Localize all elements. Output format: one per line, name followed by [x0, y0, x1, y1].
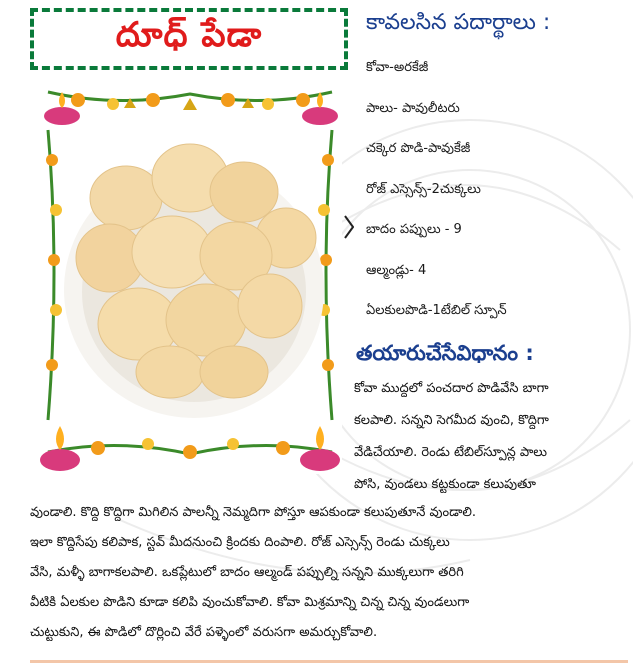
- decorative-marker-icon: [344, 214, 354, 240]
- ingredient-item: చక్కెర పొడి-పావుకేజీ: [366, 141, 471, 156]
- ingredient-item: ఏలకులపొడి-1టేబిల్ స్పూన్: [366, 303, 507, 318]
- ingredient-item: పాలు- పావులీటరు: [366, 100, 460, 116]
- recipe-title-box: [30, 8, 348, 70]
- method-line: చుట్టుకుని, ఈ పొడిలో దొర్లించి వేరే పళ్ళెంలో వరుసగా అమర్చుకోవాలి.: [30, 625, 378, 640]
- method-line: వుండాలి. కొద్ది కొద్దిగా మిగిలిన పాలన్నీ నెమ్మదిగా పోస్తూ ఆపకుండా కలుపుతూనే వుండాలి.: [30, 505, 476, 520]
- ingredient-item: బాదం పప్పులు - 9: [366, 222, 462, 237]
- recipe-title: దూధ్ పేడా: [115, 15, 263, 55]
- method-line: కలపాలి. సన్నని సెగమీద వుంచి, కొద్దిగా: [354, 413, 549, 428]
- method-line: వేసి, మళ్ళీ బాగాకలపాలి. ఒకప్లేటులో బాదం ఆల్మండ్ పప్పుల్ని సన్నని ముక్కలుగా తరిగి: [30, 565, 464, 580]
- method-line: వేడిచేయాలి. రెండు టేబిల్‌స్పూన్ల పాలు: [354, 445, 547, 460]
- ingredients-list: [366, 60, 628, 344]
- method-line: పోసి, వుండలు కట్టకుండా కలుపుతూ: [354, 477, 536, 492]
- method-heading: తయారుచేసేవిధానం :: [356, 341, 534, 365]
- peda-photo: [38, 80, 342, 474]
- ingredient-item: ఆల్మండ్లు- 4: [366, 262, 427, 278]
- method-line: ఇలా కొద్దిసేపు కలిపాక, స్టవ్ మీదనుంచి క్రిందకు దింపాలి. రోజ్ ఎస్సెన్స్ రెండు చుక్కలు: [30, 535, 450, 550]
- bottom-divider: [30, 660, 628, 663]
- ingredient-item: రోజ్ ఎస్సెన్స్-2చుక్కలు: [366, 181, 481, 197]
- ingredients-heading: కావలసిన పదార్థాలు :: [366, 10, 551, 35]
- method-line: వీటికి ఏలకుల పొడిని కూడా కలిపి వుంచుకోవాలి. కోవా మిశ్రమాన్ని చిన్న చిన్న వుండలుగా: [30, 595, 470, 610]
- ingredient-item: కోవా-అరకేజీ: [366, 60, 429, 75]
- recipe-photo-frame: [38, 80, 342, 474]
- method-line: కోవా ముద్దలో పంచదార పొడివేసి బాగా: [354, 381, 549, 396]
